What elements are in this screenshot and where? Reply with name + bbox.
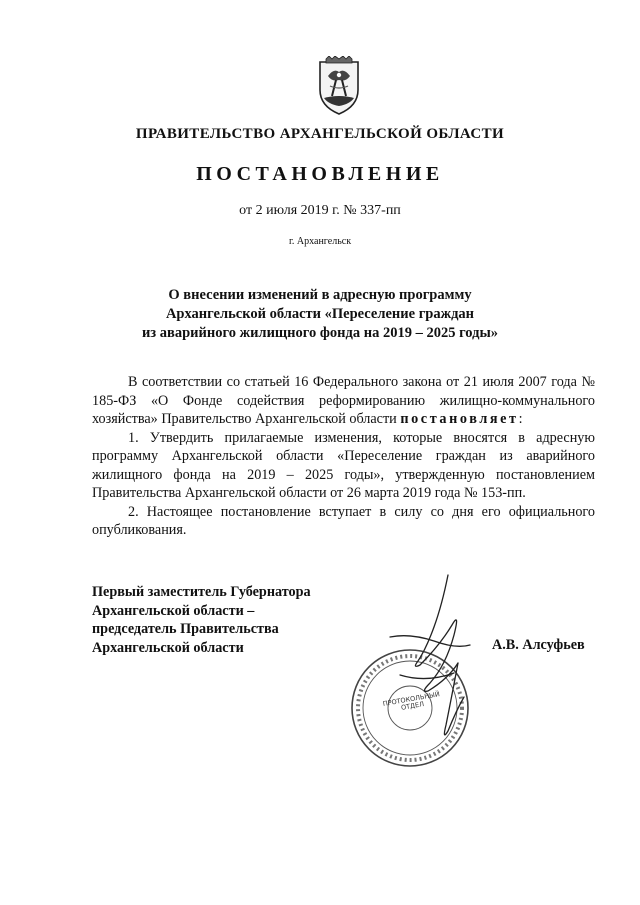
preamble-text: В соответствии со статьей 16 Федерального закона от 21 июля 2007 года № 185-ФЗ «О Фонде содействия реформированию жилищно-коммунального хозяйства» Правительство Архангельской области <box>92 374 595 427</box>
resolves-word: постановляет <box>400 411 519 427</box>
signatory-name: А.В. Алсуфьев <box>492 637 585 653</box>
document-type: ПОСТАНОВЛЕНИЕ <box>196 163 444 185</box>
title-line: О внесении изменений в адресную программу <box>168 287 472 303</box>
title-line: Архангельской области «Переселение граждан <box>165 306 475 322</box>
position-line: Архангельской области – <box>92 602 255 619</box>
government-name: ПРАВИТЕЛЬСТВО АРХАНГЕЛЬСКОЙ ОБЛАСТИ <box>135 126 505 142</box>
signature-and-stamp <box>330 565 530 775</box>
preamble-paragraph <box>92 373 595 429</box>
title-line: из аварийного жилищного фонда на 2019 – 2025 годы» <box>141 325 499 341</box>
position-line: председатель Правительства <box>92 621 279 637</box>
item-paragraph: 1. Утвердить прилагаемые изменения, которые вносятся в адресную программу Архангельской области «Переселение граждан из аварийного жилищного фонда на 2019 – 2025 годы», утвержденную постановлением Правительства Архангельской области от 26 марта 2019 года № 153-пп. <box>92 429 595 501</box>
signatory-position <box>92 583 311 657</box>
item-paragraph: 2. Настоящее постановление вступает в силу со дня его официального опубликования. <box>92 503 595 538</box>
coat-of-arms-icon <box>314 56 364 118</box>
position-line: Первый заместитель Губернатора <box>92 584 311 600</box>
date-and-number: от 2 июля 2019 г. № 337-пп <box>239 203 401 218</box>
position-line: Архангельской области <box>92 639 244 656</box>
resolves-colon: : <box>518 411 523 427</box>
document-title <box>100 286 540 343</box>
stamp-center-text: ПРОТОКОЛЬНЫЙ ОТДЕЛ <box>382 690 441 712</box>
city-name: г. Архангельск <box>288 236 352 247</box>
document-body <box>92 373 595 540</box>
